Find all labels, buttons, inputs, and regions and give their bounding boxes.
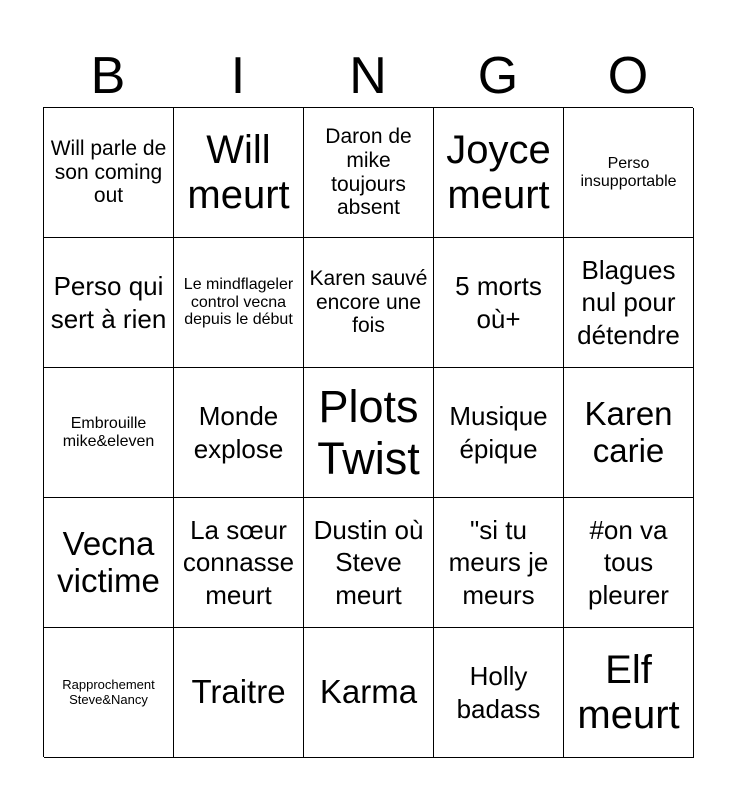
bingo-cell[interactable]: Karen carie [564,368,694,498]
bingo-cell[interactable]: Holly badass [434,628,564,758]
bingo-cell[interactable]: Traitre [174,628,304,758]
header-letter-i: I [230,47,246,105]
header-letter-b: B [90,47,126,105]
bingo-cell[interactable]: Elf meurt [564,628,694,758]
bingo-grid [43,107,693,757]
bingo-cell[interactable]: Will parle de son coming out [44,108,174,238]
bingo-cell[interactable]: La sœur connasse meurt [174,498,304,628]
header-letter-n: N [349,47,387,105]
bingo-cell[interactable]: #on va tous pleurer [564,498,694,628]
bingo-cell[interactable]: Le mindflageler control vecna depuis le début [174,238,304,368]
header-letter-o: O [607,47,649,105]
bingo-cell[interactable]: Joyce meurt [434,108,564,238]
bingo-header [43,44,693,108]
bingo-cell[interactable]: Musique épique [434,368,564,498]
bingo-cell[interactable]: Perso qui sert à rien [44,238,174,368]
bingo-cell[interactable]: Monde explose [174,368,304,498]
bingo-cell[interactable]: Rapprochement Steve&Nancy [44,628,174,758]
bingo-cell[interactable]: Perso insupportable [564,108,694,238]
bingo-cell[interactable]: Dustin où Steve meurt [304,498,434,628]
bingo-cell[interactable]: Plots Twist [304,368,434,498]
bingo-cell[interactable]: 5 morts où+ [434,238,564,368]
bingo-cell[interactable]: Blagues nul pour détendre [564,238,694,368]
bingo-cell[interactable]: "si tu meurs je meurs [434,498,564,628]
header-letter-g: G [477,47,519,105]
bingo-cell[interactable]: Karma [304,628,434,758]
bingo-cell[interactable]: Embrouille mike&eleven [44,368,174,498]
bingo-cell[interactable]: Karen sauvé encore une fois [304,238,434,368]
bingo-cell[interactable]: Vecna victime [44,498,174,628]
bingo-cell[interactable]: Daron de mike toujours absent [304,108,434,238]
bingo-cell[interactable]: Will meurt [174,108,304,238]
